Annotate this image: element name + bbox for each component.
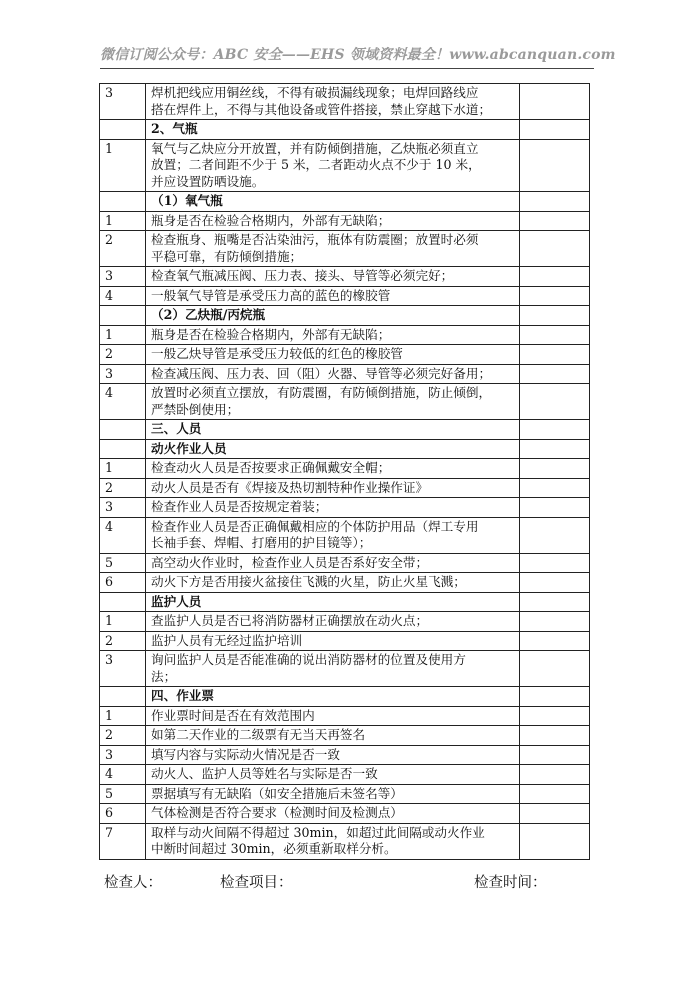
section-title: 2、气瓶 bbox=[146, 120, 520, 140]
row-number: 2 bbox=[100, 726, 146, 746]
row-number: 2 bbox=[100, 345, 146, 365]
result-cell bbox=[520, 553, 590, 573]
table-row bbox=[100, 804, 590, 824]
check-item-line: 并应设置防晒设施。 bbox=[151, 173, 265, 189]
row-number: 6 bbox=[100, 804, 146, 824]
check-item-text bbox=[146, 726, 520, 746]
result-cell bbox=[520, 573, 590, 593]
result-cell bbox=[520, 286, 590, 306]
table-row bbox=[100, 631, 590, 651]
row-number: 4 bbox=[100, 286, 146, 306]
row-number: 2 bbox=[100, 478, 146, 498]
result-cell bbox=[520, 651, 590, 687]
table-row bbox=[100, 231, 590, 267]
result-cell bbox=[520, 592, 590, 612]
header-divider bbox=[100, 68, 594, 69]
check-item-text bbox=[146, 478, 520, 498]
check-item-line: 取样与动火间隔不得超过 30min，如超过此间隔或动火作业 bbox=[151, 824, 485, 840]
table-row bbox=[100, 765, 590, 785]
table-row bbox=[100, 498, 590, 518]
check-item-line: 焊机把线应用铜丝线，不得有破损漏线现象；电焊回路线应 bbox=[151, 85, 479, 100]
row-number: 4 bbox=[100, 517, 146, 553]
table-row bbox=[100, 726, 590, 746]
check-item-text bbox=[146, 286, 520, 306]
result-cell bbox=[520, 612, 590, 632]
row-number: 6 bbox=[100, 573, 146, 593]
inspector-label: 检查人： bbox=[104, 875, 162, 891]
check-item-line: 一般乙炔导管是承受压力较低的红色的橡胶管 bbox=[151, 346, 403, 361]
check-item-text bbox=[146, 211, 520, 231]
result-cell bbox=[520, 517, 590, 553]
row-number: 3 bbox=[100, 498, 146, 518]
check-item-line: 填写内容与实际动火情况是否一致 bbox=[151, 746, 340, 762]
table-row bbox=[100, 553, 590, 573]
result-cell bbox=[520, 231, 590, 267]
check-item-line: 放置；二者间距不少于 5 米，二者距动火点不少于 10 米， bbox=[151, 157, 481, 172]
check-item-text bbox=[146, 517, 520, 553]
result-cell bbox=[520, 631, 590, 651]
table-row bbox=[100, 211, 590, 231]
result-cell bbox=[520, 364, 590, 384]
result-cell bbox=[520, 478, 590, 498]
check-item-line: 动火下方是否用接火盆接住飞溅的火星，防止火星飞溅； bbox=[151, 574, 466, 589]
inspection-time-label: 检查时间： bbox=[474, 875, 547, 891]
section-title: 动火作业人员 bbox=[146, 439, 520, 459]
row-number: 1 bbox=[100, 706, 146, 726]
result-cell bbox=[520, 84, 590, 120]
row-number-cell bbox=[100, 592, 146, 612]
check-item-text bbox=[146, 459, 520, 479]
check-item-line: 搭在焊件上，不得与其他设备或管件搭接，禁止穿越下水道； bbox=[151, 101, 492, 117]
table-row bbox=[100, 517, 590, 553]
inspection-checklist-table bbox=[99, 83, 590, 860]
table-row bbox=[100, 745, 590, 765]
result-cell bbox=[520, 687, 590, 707]
check-item-text bbox=[146, 823, 520, 859]
table-row bbox=[100, 384, 590, 420]
inspection-item-label: 检查项目： bbox=[220, 875, 293, 891]
check-item-text bbox=[146, 345, 520, 365]
check-item-line: 长袖手套、焊帽、打磨用的护目镜等）； bbox=[151, 535, 372, 550]
section-title: 四、作业票 bbox=[146, 687, 520, 707]
check-item-line: 票据填写有无缺陷（如安全措施后未签名等） bbox=[151, 785, 403, 801]
check-item-line: 严禁卧倒使用； bbox=[151, 401, 240, 417]
row-number-cell bbox=[100, 306, 146, 326]
section-row bbox=[100, 192, 590, 212]
row-number: 1 bbox=[100, 612, 146, 632]
row-number: 3 bbox=[100, 84, 146, 120]
check-item-line: 检查减压阀、压力表、回（阻）火器、导管等必须完好备用； bbox=[151, 365, 492, 381]
table-row bbox=[100, 139, 590, 192]
result-cell bbox=[520, 325, 590, 345]
check-item-line: 查监护人员是否已将消防器材正确摆放在动火点； bbox=[151, 613, 429, 628]
check-item-text bbox=[146, 745, 520, 765]
table-row bbox=[100, 823, 590, 859]
check-item-line: 作业票时间是否在有效范围内 bbox=[151, 707, 315, 723]
table-row bbox=[100, 651, 590, 687]
check-item-line: 监护人员有无经过监护培训 bbox=[151, 632, 303, 648]
section-row bbox=[100, 687, 590, 707]
page-header-watermark: 微信订阅公众号：ABC 安全——EHS 领域资料最全！www.abcanquan.com bbox=[100, 47, 616, 63]
result-cell bbox=[520, 804, 590, 824]
result-cell bbox=[520, 267, 590, 287]
section-row bbox=[100, 306, 590, 326]
row-number-cell bbox=[100, 420, 146, 440]
section-title: 三、人员 bbox=[146, 420, 520, 440]
section-row bbox=[100, 420, 590, 440]
table-row bbox=[100, 345, 590, 365]
check-item-text bbox=[146, 651, 520, 687]
row-number: 4 bbox=[100, 384, 146, 420]
check-item-text bbox=[146, 498, 520, 518]
check-item-text bbox=[146, 139, 520, 192]
row-number: 1 bbox=[100, 325, 146, 345]
check-item-line: 动火人员是否有《焊接及热切割特种作业操作证》 bbox=[151, 479, 429, 495]
check-item-text bbox=[146, 612, 520, 632]
table-row bbox=[100, 84, 590, 120]
check-item-text bbox=[146, 231, 520, 267]
check-item-line: 检查氧气瓶减压阀、压力表、接头、导管等必须完好； bbox=[151, 268, 454, 283]
result-cell bbox=[520, 784, 590, 804]
check-item-line: 高空动火作业时，检查作业人员是否系好安全带； bbox=[151, 554, 429, 570]
row-number: 1 bbox=[100, 139, 146, 192]
check-item-text bbox=[146, 784, 520, 804]
result-cell bbox=[520, 706, 590, 726]
check-item-line: 检查动火人员是否按要求正确佩戴安全帽； bbox=[151, 460, 391, 475]
row-number: 2 bbox=[100, 231, 146, 267]
result-cell bbox=[520, 306, 590, 326]
row-number-cell bbox=[100, 120, 146, 140]
row-number: 2 bbox=[100, 631, 146, 651]
result-cell bbox=[520, 192, 590, 212]
section-title: （1）氧气瓶 bbox=[146, 192, 520, 212]
result-cell bbox=[520, 823, 590, 859]
result-cell bbox=[520, 726, 590, 746]
check-item-text bbox=[146, 364, 520, 384]
check-item-line: 瓶身是否在检验合格期内，外部有无缺陷； bbox=[151, 326, 391, 342]
table-row bbox=[100, 784, 590, 804]
check-item-line: 氧气与乙炔应分开放置，并有防倾倒措施，乙炔瓶必须直立 bbox=[151, 140, 479, 156]
check-item-line: 气体检测是否符合要求（检测时间及检测点） bbox=[151, 805, 403, 820]
check-item-text bbox=[146, 267, 520, 287]
row-number: 3 bbox=[100, 267, 146, 287]
check-item-text bbox=[146, 804, 520, 824]
row-number: 3 bbox=[100, 745, 146, 765]
result-cell bbox=[520, 345, 590, 365]
result-cell bbox=[520, 498, 590, 518]
section-title: 监护人员 bbox=[146, 592, 520, 612]
row-number-cell bbox=[100, 439, 146, 459]
check-item-line: 检查作业人员是否正确佩戴相应的个体防护用品（焊工专用 bbox=[151, 518, 479, 534]
check-item-text bbox=[146, 573, 520, 593]
row-number: 3 bbox=[100, 651, 146, 687]
check-item-line: 如第二天作业的二级票有无当天再签名 bbox=[151, 727, 366, 742]
section-row bbox=[100, 120, 590, 140]
check-item-line: 瓶身是否在检验合格期内，外部有无缺陷； bbox=[151, 212, 391, 228]
result-cell bbox=[520, 384, 590, 420]
row-number-cell bbox=[100, 192, 146, 212]
table-row bbox=[100, 459, 590, 479]
row-number: 5 bbox=[100, 784, 146, 804]
table-row bbox=[100, 706, 590, 726]
check-item-line: 检查作业人员是否按规定着装； bbox=[151, 499, 328, 514]
result-cell bbox=[520, 439, 590, 459]
check-item-text bbox=[146, 384, 520, 420]
result-cell bbox=[520, 765, 590, 785]
check-item-line: 动火人、监护人员等姓名与实际是否一致 bbox=[151, 766, 378, 781]
table-row bbox=[100, 267, 590, 287]
result-cell bbox=[520, 745, 590, 765]
check-item-line: 一般氧气导管是承受压力高的蓝色的橡胶管 bbox=[151, 287, 391, 303]
check-item-line: 放置时必须直立摆放，有防震圈，有防倾倒措施，防止倾倒， bbox=[151, 385, 492, 400]
result-cell bbox=[520, 420, 590, 440]
table-row bbox=[100, 478, 590, 498]
result-cell bbox=[520, 139, 590, 192]
table-row bbox=[100, 286, 590, 306]
table-row bbox=[100, 612, 590, 632]
check-item-text bbox=[146, 553, 520, 573]
check-item-text bbox=[146, 706, 520, 726]
check-item-line: 中断时间超过 30min，必须重新取样分析。 bbox=[151, 841, 397, 856]
result-cell bbox=[520, 211, 590, 231]
check-item-line: 询问监护人员是否能准确的说出消防器材的位置及使用方 bbox=[151, 652, 466, 667]
check-item-line: 检查瓶身、瓶嘴是否沾染油污，瓶体有防震圈；放置时必须 bbox=[151, 232, 479, 247]
result-cell bbox=[520, 120, 590, 140]
table-row bbox=[100, 325, 590, 345]
row-number: 3 bbox=[100, 364, 146, 384]
table-row bbox=[100, 573, 590, 593]
check-item-line: 法； bbox=[151, 668, 177, 684]
section-row bbox=[100, 439, 590, 459]
row-number: 5 bbox=[100, 553, 146, 573]
row-number: 1 bbox=[100, 459, 146, 479]
row-number-cell bbox=[100, 687, 146, 707]
check-item-text bbox=[146, 325, 520, 345]
table-row bbox=[100, 364, 590, 384]
row-number: 7 bbox=[100, 823, 146, 859]
check-item-text bbox=[146, 631, 520, 651]
check-item-text bbox=[146, 765, 520, 785]
row-number: 1 bbox=[100, 211, 146, 231]
row-number: 4 bbox=[100, 765, 146, 785]
check-item-line: 平稳可靠，有防倾倒措施； bbox=[151, 248, 303, 264]
check-item-text bbox=[146, 84, 520, 120]
result-cell bbox=[520, 459, 590, 479]
section-row bbox=[100, 592, 590, 612]
section-title: （2）乙炔瓶/丙烷瓶 bbox=[146, 306, 520, 326]
